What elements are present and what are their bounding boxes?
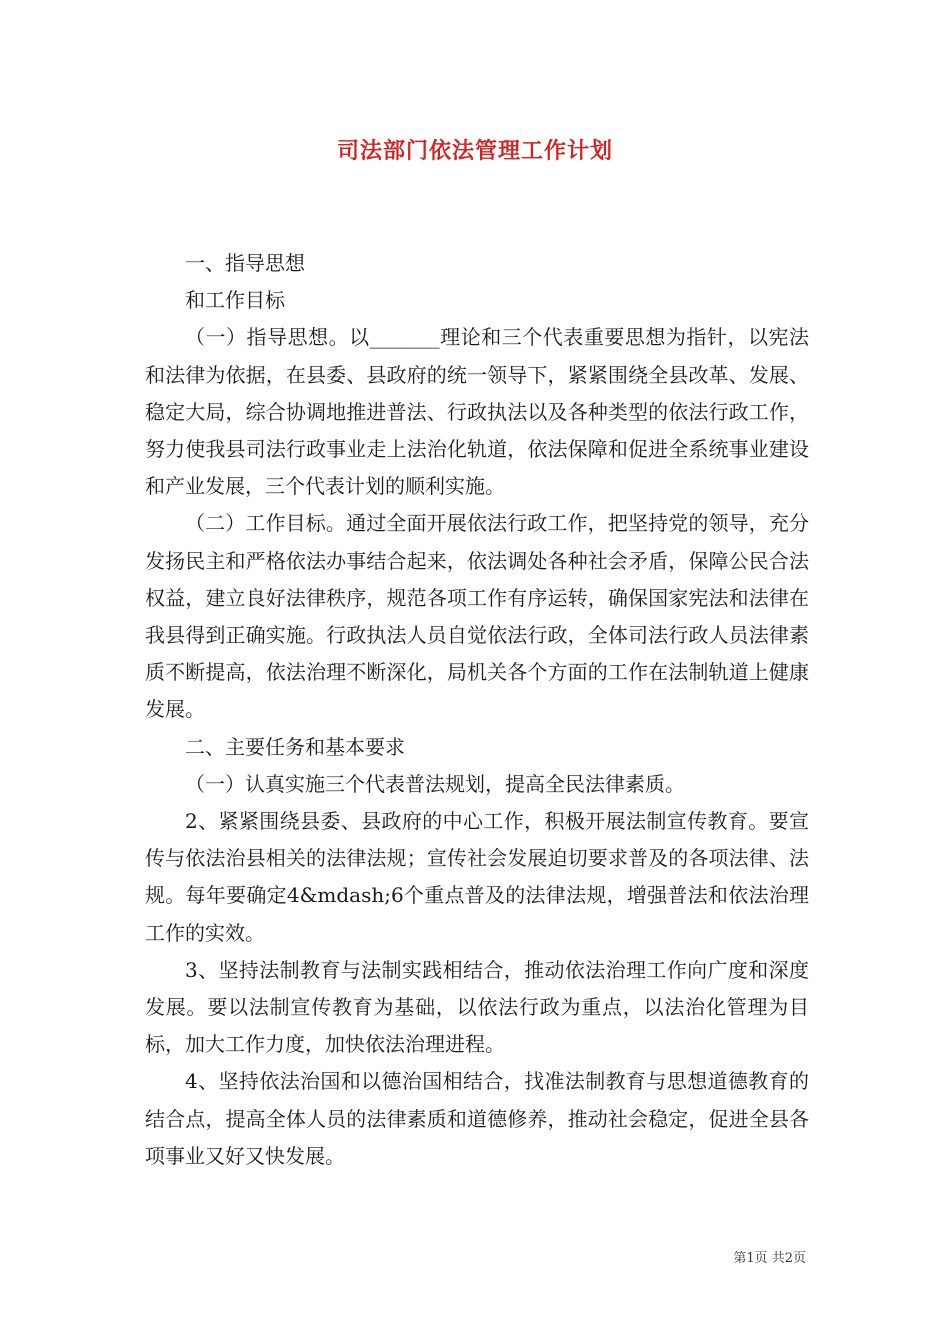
heading-guiding-thought: 一、指导思想 <box>185 251 305 275</box>
paragraph-guiding-thought: （一）指导思想。以_______理论和三个代表重要思想为指针，以宪法和法律为依据，在县委、县政府的统一领导下，紧紧围绕全县改革、发展、稳定大局，综合协调地推进普法、行政执法以及各种类型的依法行政工作，努力使我县司法行政事业走上法治化轨道，依法保障和促进全系统事业建设和产业发展，三个代表计划的顺利实施。 <box>145 325 809 499</box>
heading-work-goals: 和工作目标 <box>185 288 285 313</box>
paragraph-task-1: （一）认真实施三个代表普法规划，提高全民法律素质。 <box>185 771 685 796</box>
page-number: 第1页 共2页 <box>733 1251 806 1266</box>
heading-main-tasks: 二、主要任务和基本要求 <box>185 734 405 759</box>
paragraph-task-2: 2、紧紧围绕县委、县政府的中心工作，积极开展法制宣传教育。要宣传与依法治县相关的法律法规；宣传社会发展迫切要求普及的各项法律、法规。每年要确定4&mdash;6个重点普及的法律法规，增强普法和依法治理工作的实效。 <box>145 809 809 945</box>
paragraph-work-goals: （二）工作目标。通过全面开展依法行政工作，把坚持党的领导，充分发扬民主和严格依法办事结合起来，依法调处各种社会矛盾，保障公民合法权益，建立良好法律秩序，规范各项工作有序运转，确保国家宪法和法律在我县得到正确实施。行政执法人员自觉依法行政，全体司法行政人员法律素质不断提高，依法治理不断深化，局机关各个方面的工作在法制轨道上健康发展。 <box>145 511 809 722</box>
paragraph-task-4: 4、坚持依法治国和以德治国相结合，找准法制教育与思想道德教育的结合点，提高全体人员的法律素质和道德修养，推动社会稳定，促进全县各项事业又好又快发展。 <box>145 1069 809 1168</box>
document-title: 司法部门依法管理工作计划 <box>336 138 613 164</box>
paragraph-task-3: 3、坚持法制教育与法制实践相结合，推动依法治理工作向广度和深度发展。要以法制宣传教育为基础，以依法行政为重点，以法治化管理为目标，加大工作力度，加快依法治理进程。 <box>145 957 809 1057</box>
document-body <box>145 245 809 1175</box>
